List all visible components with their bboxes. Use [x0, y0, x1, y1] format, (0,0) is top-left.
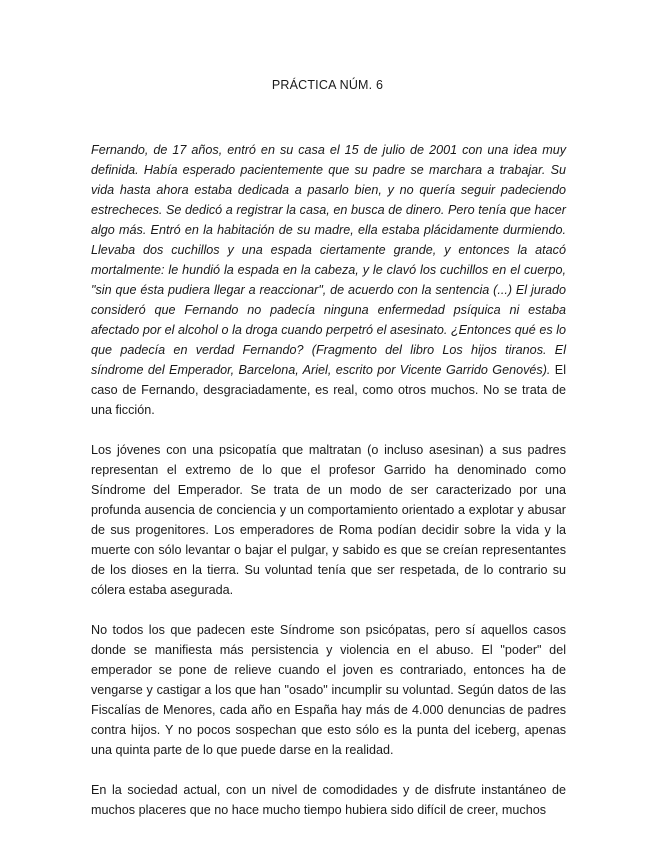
paragraph-1 [91, 140, 566, 420]
paragraph-4: En la sociedad actual, con un nivel de comodidades y de disfrute instantáneo de muchos placeres que no hace mucho tiempo hubiera sido difícil de creer, muchos [91, 783, 566, 817]
document-body [91, 140, 566, 840]
paragraph-1-normal-text: El caso de Fernando, desgraciadamente, es real, como otros muchos. No se trata de una ficción. [91, 363, 566, 417]
paragraph-2: Los jóvenes con una psicopatía que maltratan (o incluso asesinan) a sus padres representan el extremo de lo que el profesor Garrido ha denominado como Síndrome del Emperador. Se trata de un modo de ser caracterizado por una profunda ausencia de conciencia y un comportamiento orientado a explotar y abusar de sus progenitores. Los emperadores de Roma podían decidir sobre la vida y la muerte con sólo levantar o bajar el pulgar, y sabido es que se creían representantes de los dioses en la tierra. Su voluntad tenía que ser respetada, de lo contrario su cólera estaba asegurada. [91, 443, 566, 597]
paragraph-1-italic-quote: Fernando, de 17 años, entró en su casa el 15 de julio de 2001 con una idea muy definida. Había esperado pacientemente que su padre se marchara a trabajar. Su vida hasta ahora estaba dedicada a pasarlo bien, y no quería seguir padeciendo estrecheces. Se dedicó a registrar la casa, en busca de dinero. Pero tenía que hacer algo más. Entró en la habitación de su madre, ella estaba plácidamente durmiendo. Llevaba dos cuchillos y una espada ciertamente grande, y entonces la atacó mortalmente: le hundió la espada en la cabeza, y le clavó los cuchillos en el cuerpo, "sin que ésta pudiera llegar a reaccionar", de acuerdo con la sentencia (...) El jurado consideró que Fernando no padecía ninguna enfermedad psíquica ni estaba afectado por el alcohol o la droga cuando perpetró el asesinato. ¿Entonces qué es lo que padecía en verdad Fernando? (Fragmento del libro Los hijos tiranos. El síndrome del Emperador, Barcelona, Ariel, escrito por Vicente Garrido Genovés). [91, 143, 566, 377]
page-title: PRÁCTICA NÚM. 6 [271, 78, 384, 92]
paragraph-3: No todos los que padecen este Síndrome son psicópatas, pero sí aquellos casos donde se manifiesta más persistencia y violencia en el abuso. El "poder" del emperador se pone de relieve cuando el joven es contrariado, entonces ha de vengarse y castigar a los que han "osado" incumplir su voluntad. Según datos de las Fiscalías de Menores, cada año en España hay más de 4.000 denuncias de padres contra hijos. Y no pocos sospechan que esto sólo es la punta del iceberg, apenas una quinta parte de lo que puede darse en la realidad. [91, 623, 566, 757]
